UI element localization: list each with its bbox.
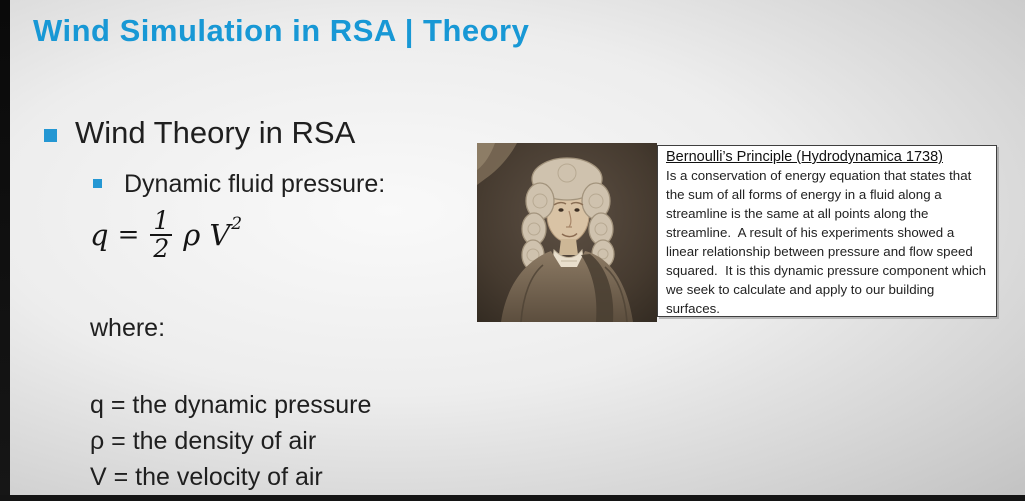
formula-denominator: 2 — [150, 234, 172, 262]
bernoulli-principle-callout-box — [657, 145, 997, 317]
definition-q: q = the dynamic pressure — [90, 391, 372, 419]
slide-bottom-edge-bar — [0, 495, 1025, 501]
where-label: where: — [90, 314, 166, 342]
dynamic-pressure-formula — [90, 208, 241, 261]
bernoulli-portrait-image — [477, 143, 657, 322]
formula-fraction — [150, 208, 172, 261]
formula-rho: ρ — [183, 217, 201, 252]
formula-velocity: V — [209, 217, 231, 252]
callout-body-text: Is a conservation of energy equation that states that the sum of all forms of energy in a fluid along a streamline is the same at all points along the streamline. A result of his experiments showed a linear relationship between pressure and flow speed squared. It is this dynamic pressure component which we seek to calculate and apply to our building surfaces. — [666, 168, 990, 316]
bullet-level1-text: Wind Theory in RSA — [75, 115, 356, 150]
variable-definitions — [90, 387, 371, 495]
callout-title: Bernoulli’s Principle (Hydrodynamica 1738) — [666, 149, 943, 165]
slide-title: Wind Simulation in RSA | Theory — [33, 13, 530, 48]
bullet-square-icon — [44, 129, 57, 142]
formula-exponent: 2 — [231, 213, 243, 234]
formula-equals: = — [117, 219, 140, 250]
formula-numerator: 1 — [153, 206, 170, 235]
slide-left-edge-bar — [0, 0, 10, 501]
definition-rho: ρ = the density of air — [90, 427, 317, 455]
bernoulli-portrait-drawing — [477, 143, 657, 322]
bullet-level2-text: Dynamic fluid pressure: — [124, 170, 386, 198]
definition-v: V = the velocity of air — [90, 463, 323, 491]
formula-q: q — [90, 217, 109, 252]
sub-bullet-square-icon — [93, 179, 102, 188]
